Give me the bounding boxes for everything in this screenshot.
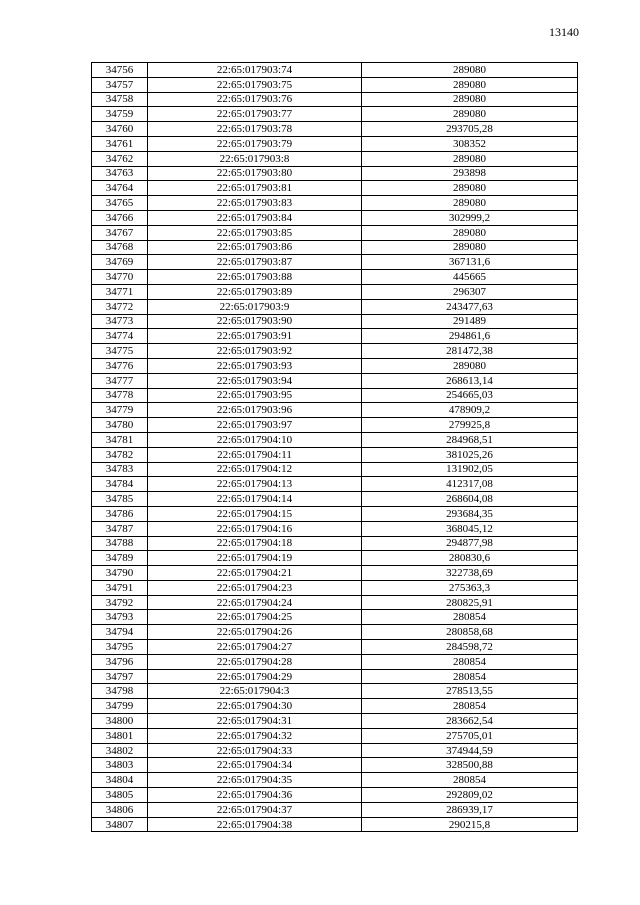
cadastral-number-cell: 22:65:017904:29 — [148, 669, 362, 684]
cadastral-number-cell: 22:65:017904:36 — [148, 788, 362, 803]
cadastral-value-cell: 279925,8 — [362, 418, 578, 433]
row-number-cell: 34777 — [92, 373, 148, 388]
cadastral-number-cell: 22:65:017903:89 — [148, 284, 362, 299]
cadastral-number-cell: 22:65:017903:9 — [148, 299, 362, 314]
table-row — [92, 196, 578, 211]
table-row — [92, 107, 578, 122]
table-row — [92, 166, 578, 181]
row-number-cell: 34776 — [92, 358, 148, 373]
table-row — [92, 743, 578, 758]
cadastral-value-cell: 293705,28 — [362, 122, 578, 137]
table-row — [92, 284, 578, 299]
cadastral-number-cell: 22:65:017903:86 — [148, 240, 362, 255]
cadastral-value-cell: 289080 — [362, 240, 578, 255]
cadastral-value-cell: 289080 — [362, 358, 578, 373]
table-row — [92, 373, 578, 388]
cadastral-value-cell: 268613,14 — [362, 373, 578, 388]
row-number-cell: 34800 — [92, 714, 148, 729]
cadastral-value-cell: 280854 — [362, 669, 578, 684]
table-row — [92, 92, 578, 107]
table-row — [92, 640, 578, 655]
cadastral-number-cell: 22:65:017904:16 — [148, 521, 362, 536]
cadastral-value-table — [91, 62, 578, 832]
cadastral-value-cell: 275363,3 — [362, 580, 578, 595]
cadastral-number-cell: 22:65:017904:18 — [148, 536, 362, 551]
row-number-cell: 34768 — [92, 240, 148, 255]
row-number-cell: 34805 — [92, 788, 148, 803]
row-number-cell: 34801 — [92, 728, 148, 743]
row-number-cell: 34790 — [92, 566, 148, 581]
cadastral-number-cell: 22:65:017904:13 — [148, 477, 362, 492]
cadastral-value-cell: 283662,54 — [362, 714, 578, 729]
row-number-cell: 34788 — [92, 536, 148, 551]
cadastral-value-cell: 302999,2 — [362, 210, 578, 225]
cadastral-value-cell: 280854 — [362, 773, 578, 788]
cadastral-value-cell: 284598,72 — [362, 640, 578, 655]
cadastral-number-cell: 22:65:017904:12 — [148, 462, 362, 477]
cadastral-value-cell: 368045,12 — [362, 521, 578, 536]
table-row — [92, 77, 578, 92]
table-row — [92, 255, 578, 270]
table-row — [92, 447, 578, 462]
cadastral-value-cell: 292809,02 — [362, 788, 578, 803]
table-row — [92, 699, 578, 714]
cadastral-value-cell: 289080 — [362, 151, 578, 166]
row-number-cell: 34804 — [92, 773, 148, 788]
cadastral-value-cell: 131902,05 — [362, 462, 578, 477]
table-row — [92, 462, 578, 477]
row-number-cell: 34785 — [92, 492, 148, 507]
row-number-cell: 34774 — [92, 329, 148, 344]
cadastral-value-cell: 284968,51 — [362, 432, 578, 447]
table-row — [92, 136, 578, 151]
table-row — [92, 492, 578, 507]
cadastral-value-cell: 308352 — [362, 136, 578, 151]
row-number-cell: 34807 — [92, 817, 148, 832]
table-row — [92, 181, 578, 196]
table-row — [92, 122, 578, 137]
row-number-cell: 34799 — [92, 699, 148, 714]
cadastral-number-cell: 22:65:017903:91 — [148, 329, 362, 344]
cadastral-value-cell: 374944,59 — [362, 743, 578, 758]
cadastral-value-cell: 289080 — [362, 107, 578, 122]
table-row — [92, 817, 578, 832]
row-number-cell: 34758 — [92, 92, 148, 107]
cadastral-number-cell: 22:65:017903:74 — [148, 63, 362, 78]
row-number-cell: 34767 — [92, 225, 148, 240]
cadastral-value-cell: 289080 — [362, 225, 578, 240]
cadastral-number-cell: 22:65:017904:32 — [148, 728, 362, 743]
cadastral-number-cell: 22:65:017903:85 — [148, 225, 362, 240]
row-number-cell: 34757 — [92, 77, 148, 92]
cadastral-number-cell: 22:65:017903:94 — [148, 373, 362, 388]
cadastral-number-cell: 22:65:017904:31 — [148, 714, 362, 729]
cadastral-number-cell: 22:65:017904:23 — [148, 580, 362, 595]
cadastral-number-cell: 22:65:017903:93 — [148, 358, 362, 373]
cadastral-value-cell: 478909,2 — [362, 403, 578, 418]
table-row — [92, 432, 578, 447]
row-number-cell: 34770 — [92, 270, 148, 285]
row-number-cell: 34802 — [92, 743, 148, 758]
row-number-cell: 34797 — [92, 669, 148, 684]
cadastral-number-cell: 22:65:017904:26 — [148, 625, 362, 640]
row-number-cell: 34772 — [92, 299, 148, 314]
cadastral-number-cell: 22:65:017903:76 — [148, 92, 362, 107]
cadastral-value-cell: 289080 — [362, 77, 578, 92]
table-row — [92, 758, 578, 773]
row-number-cell: 34762 — [92, 151, 148, 166]
table-row — [92, 521, 578, 536]
cadastral-number-cell: 22:65:017903:78 — [148, 122, 362, 137]
row-number-cell: 34778 — [92, 388, 148, 403]
cadastral-number-cell: 22:65:017904:30 — [148, 699, 362, 714]
cadastral-number-cell: 22:65:017903:95 — [148, 388, 362, 403]
cadastral-number-cell: 22:65:017903:81 — [148, 181, 362, 196]
cadastral-value-cell: 328500,88 — [362, 758, 578, 773]
cadastral-number-cell: 22:65:017904:37 — [148, 802, 362, 817]
table-row — [92, 225, 578, 240]
cadastral-number-cell: 22:65:017904:27 — [148, 640, 362, 655]
table-row — [92, 314, 578, 329]
row-number-cell: 34794 — [92, 625, 148, 640]
table-row — [92, 551, 578, 566]
row-number-cell: 34761 — [92, 136, 148, 151]
cadastral-number-cell: 22:65:017904:33 — [148, 743, 362, 758]
table-row — [92, 388, 578, 403]
table-row — [92, 610, 578, 625]
cadastral-number-cell: 22:65:017904:35 — [148, 773, 362, 788]
cadastral-value-cell: 289080 — [362, 181, 578, 196]
table-row — [92, 684, 578, 699]
cadastral-value-cell: 367131,6 — [362, 255, 578, 270]
cadastral-number-cell: 22:65:017904:21 — [148, 566, 362, 581]
row-number-cell: 34789 — [92, 551, 148, 566]
row-number-cell: 34795 — [92, 640, 148, 655]
cadastral-number-cell: 22:65:017904:3 — [148, 684, 362, 699]
table-row — [92, 625, 578, 640]
cadastral-number-cell: 22:65:017903:79 — [148, 136, 362, 151]
cadastral-number-cell: 22:65:017903:87 — [148, 255, 362, 270]
table-row — [92, 329, 578, 344]
row-number-cell: 34764 — [92, 181, 148, 196]
cadastral-number-cell: 22:65:017904:10 — [148, 432, 362, 447]
cadastral-number-cell: 22:65:017903:77 — [148, 107, 362, 122]
table-row — [92, 299, 578, 314]
cadastral-value-cell: 281472,38 — [362, 344, 578, 359]
cadastral-value-cell: 294877,98 — [362, 536, 578, 551]
cadastral-value-cell: 280854 — [362, 610, 578, 625]
table-row — [92, 580, 578, 595]
row-number-cell: 34765 — [92, 196, 148, 211]
cadastral-number-cell: 22:65:017903:80 — [148, 166, 362, 181]
cadastral-value-cell: 278513,55 — [362, 684, 578, 699]
cadastral-value-cell: 412317,08 — [362, 477, 578, 492]
cadastral-number-cell: 22:65:017903:97 — [148, 418, 362, 433]
cadastral-number-cell: 22:65:017903:75 — [148, 77, 362, 92]
row-number-cell: 34780 — [92, 418, 148, 433]
cadastral-number-cell: 22:65:017904:11 — [148, 447, 362, 462]
cadastral-value-cell: 445665 — [362, 270, 578, 285]
row-number-cell: 34781 — [92, 432, 148, 447]
cadastral-value-cell: 280858,68 — [362, 625, 578, 640]
row-number-cell: 34784 — [92, 477, 148, 492]
table-row — [92, 654, 578, 669]
table-row — [92, 477, 578, 492]
row-number-cell: 34759 — [92, 107, 148, 122]
row-number-cell: 34769 — [92, 255, 148, 270]
cadastral-value-cell: 280854 — [362, 699, 578, 714]
row-number-cell: 34773 — [92, 314, 148, 329]
table-row — [92, 728, 578, 743]
cadastral-number-cell: 22:65:017904:34 — [148, 758, 362, 773]
row-number-cell: 34771 — [92, 284, 148, 299]
row-number-cell: 34792 — [92, 595, 148, 610]
cadastral-value-cell: 294861,6 — [362, 329, 578, 344]
cadastral-number-cell: 22:65:017904:28 — [148, 654, 362, 669]
table-row — [92, 506, 578, 521]
cadastral-value-cell: 289080 — [362, 92, 578, 107]
cadastral-number-cell: 22:65:017904:14 — [148, 492, 362, 507]
row-number-cell: 34793 — [92, 610, 148, 625]
cadastral-number-cell: 22:65:017903:92 — [148, 344, 362, 359]
cadastral-value-cell: 291489 — [362, 314, 578, 329]
table-row — [92, 773, 578, 788]
table-row — [92, 418, 578, 433]
cadastral-number-cell: 22:65:017903:90 — [148, 314, 362, 329]
cadastral-value-cell: 293898 — [362, 166, 578, 181]
cadastral-number-cell: 22:65:017903:8 — [148, 151, 362, 166]
cadastral-value-cell: 289080 — [362, 63, 578, 78]
row-number-cell: 34783 — [92, 462, 148, 477]
cadastral-number-cell: 22:65:017904:25 — [148, 610, 362, 625]
cadastral-value-cell: 254665,03 — [362, 388, 578, 403]
cadastral-value-cell: 280825,91 — [362, 595, 578, 610]
cadastral-number-cell: 22:65:017904:19 — [148, 551, 362, 566]
cadastral-value-cell: 322738,69 — [362, 566, 578, 581]
table-row — [92, 788, 578, 803]
cadastral-value-cell: 296307 — [362, 284, 578, 299]
row-number-cell: 34798 — [92, 684, 148, 699]
cadastral-number-cell: 22:65:017904:38 — [148, 817, 362, 832]
row-number-cell: 34796 — [92, 654, 148, 669]
cadastral-value-cell: 289080 — [362, 196, 578, 211]
table-row — [92, 210, 578, 225]
table-row — [92, 240, 578, 255]
table-row — [92, 566, 578, 581]
cadastral-value-cell: 280830,6 — [362, 551, 578, 566]
cadastral-number-cell: 22:65:017904:15 — [148, 506, 362, 521]
table-row — [92, 151, 578, 166]
cadastral-value-cell: 243477,63 — [362, 299, 578, 314]
cadastral-value-cell: 293684,35 — [362, 506, 578, 521]
cadastral-number-cell: 22:65:017903:84 — [148, 210, 362, 225]
table-row — [92, 669, 578, 684]
cadastral-value-cell: 268604,08 — [362, 492, 578, 507]
row-number-cell: 34775 — [92, 344, 148, 359]
table-row — [92, 270, 578, 285]
cadastral-value-cell: 290215,8 — [362, 817, 578, 832]
page-number: 13140 — [549, 25, 579, 39]
row-number-cell: 34806 — [92, 802, 148, 817]
row-number-cell: 34760 — [92, 122, 148, 137]
row-number-cell: 34791 — [92, 580, 148, 595]
row-number-cell: 34786 — [92, 506, 148, 521]
table-row — [92, 403, 578, 418]
cadastral-number-cell: 22:65:017903:88 — [148, 270, 362, 285]
cadastral-number-cell: 22:65:017903:83 — [148, 196, 362, 211]
row-number-cell: 34763 — [92, 166, 148, 181]
table-row — [92, 344, 578, 359]
table-row — [92, 536, 578, 551]
cadastral-value-cell: 381025,26 — [362, 447, 578, 462]
row-number-cell: 34782 — [92, 447, 148, 462]
cadastral-value-cell: 280854 — [362, 654, 578, 669]
row-number-cell: 34779 — [92, 403, 148, 418]
cadastral-number-cell: 22:65:017903:96 — [148, 403, 362, 418]
row-number-cell: 34787 — [92, 521, 148, 536]
table-row — [92, 358, 578, 373]
row-number-cell: 34803 — [92, 758, 148, 773]
table-row — [92, 802, 578, 817]
row-number-cell: 34766 — [92, 210, 148, 225]
cadastral-number-cell: 22:65:017904:24 — [148, 595, 362, 610]
table-row — [92, 595, 578, 610]
cadastral-value-cell: 275705,01 — [362, 728, 578, 743]
table-body — [92, 63, 578, 832]
cadastral-value-cell: 286939,17 — [362, 802, 578, 817]
table-row — [92, 63, 578, 78]
row-number-cell: 34756 — [92, 63, 148, 78]
table-row — [92, 714, 578, 729]
